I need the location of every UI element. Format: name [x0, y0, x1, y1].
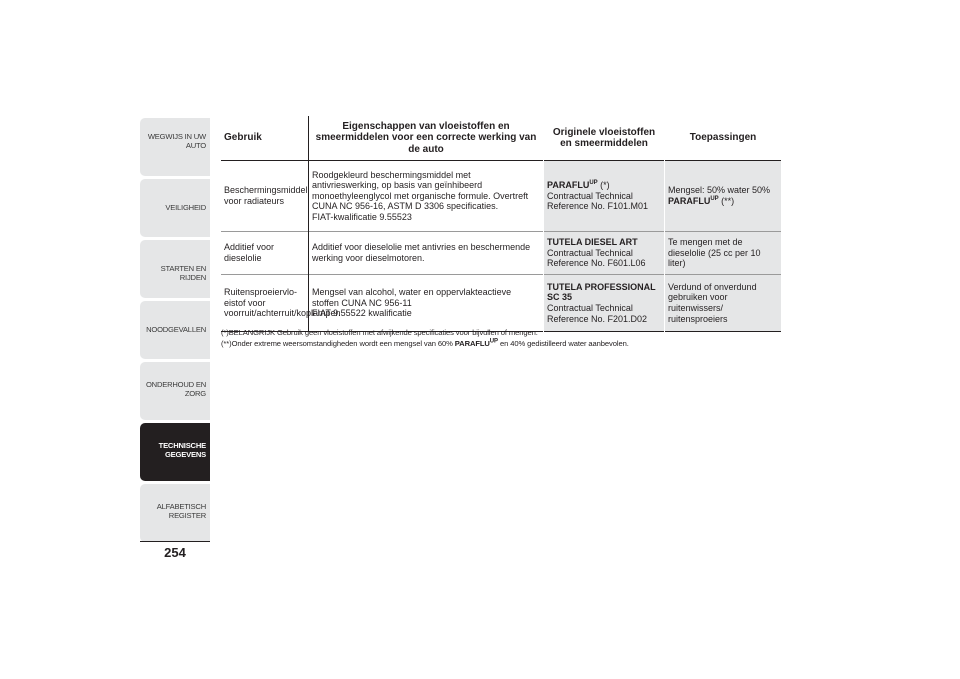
- product-name: PARAFLU: [547, 180, 590, 191]
- tab-label: ZORG: [184, 389, 206, 398]
- toepassing-text: Mengsel: 50% water 50%: [668, 185, 771, 196]
- tab-label: GEGEVENS: [164, 450, 206, 459]
- table-row: [221, 275, 781, 332]
- cell-toepassing: Te mengen met de dieselolie (25 cc per 10 liter): [665, 232, 782, 275]
- product-ref-line2: Reference No. F201.D02: [547, 313, 648, 324]
- toepassing-footnote-mark: (**): [718, 196, 735, 206]
- header-eigenschappen: Eigenschappen van vloeistoffen en smeermiddelen voor een correcte werking van de auto: [309, 116, 544, 161]
- footnotes: [221, 327, 781, 349]
- footnote-2-text-end: en 40% gedistilleerd water aanbevolen.: [497, 339, 629, 348]
- tab-label: NOODGEVALLEN: [146, 325, 206, 334]
- product-name: TUTELA PROFESSIONAL SC 35: [547, 281, 656, 303]
- tab-label: REGISTER: [168, 511, 206, 520]
- tab-label: VEILIGHEID: [165, 203, 206, 212]
- product-superscript: UP: [589, 180, 598, 187]
- cell-gebruik: Ruitensproeiervlo-eistof voor voorruit/achterruit/koplampen: [224, 287, 341, 319]
- footnote-2-superscript: UP: [489, 338, 498, 345]
- tab-label: AUTO: [185, 141, 206, 150]
- toepassing-product: PARAFLU: [668, 196, 711, 206]
- cell-product: [544, 232, 665, 275]
- footnote-2-product: PARAFLU: [454, 339, 490, 348]
- tab-label: STARTEN EN RIJDEN: [160, 264, 206, 282]
- table-header-row: [221, 116, 781, 161]
- tab-veiligheid[interactable]: [140, 179, 210, 237]
- tab-label: WEGWIJS IN UW: [147, 132, 206, 141]
- tab-label: ALFABETISCH: [156, 502, 206, 511]
- page-number: 254: [164, 545, 186, 560]
- product-ref-line2: Reference No. F101.M01: [547, 201, 649, 212]
- footnote-2-text: (**)Onder extreme weersomstandigheden wordt een mengsel van 60%: [221, 339, 455, 348]
- tab-noodgevallen[interactable]: [140, 301, 210, 359]
- cell-toepassing: [665, 161, 782, 232]
- tab-technische-gegevens[interactable]: [140, 423, 210, 481]
- tab-alfabetisch-register[interactable]: [140, 484, 210, 542]
- footnote-2: [221, 338, 781, 349]
- product-ref-line1: Contractual Technical: [547, 247, 633, 258]
- header-originele: Originele vloeistoffen en smeermiddelen: [544, 116, 665, 161]
- tab-label: ONDERHOUD EN: [145, 380, 206, 389]
- tab-label: TECHNISCHE: [158, 441, 206, 450]
- tab-wegwijs[interactable]: [140, 118, 210, 176]
- footnote-1: (*)BELANGRIJK Gebruik geen vloeistoffen met afwijkende specificaties voor bijvullen of mengen.: [221, 328, 538, 337]
- cell-eigenschappen: [309, 161, 544, 232]
- product-name: TUTELA DIESEL ART: [547, 237, 638, 248]
- tab-onderhoud-en-zorg[interactable]: [140, 362, 210, 420]
- cell-product: [544, 161, 665, 232]
- cell-eigenschappen-qualification: FIAT-kwalificatie 9.55523: [312, 211, 412, 222]
- cell-product: [544, 275, 665, 332]
- header-toepassingen: Toepassingen: [665, 116, 782, 161]
- product-footnote-mark: (*): [597, 180, 610, 191]
- page-number-rule: [140, 541, 210, 542]
- table-row: [221, 161, 781, 232]
- cell-gebruik: Additief voor dieselolie: [224, 242, 275, 263]
- cell-eigenschappen-qualification: FIAT 9.55522 kwalificatie: [312, 308, 412, 319]
- tab-starten-en-rijden[interactable]: [140, 240, 210, 298]
- cell-eigenschappen-text: Roodgekleurd beschermingsmiddel met antivrieswerking, op basis van geïnhibeerd monoethyleenglycol met organische formule. Overtreft CUNA NC 956-16, ASTM D 3306 specificaties.: [312, 169, 529, 212]
- header-gebruik: Gebruik: [224, 132, 262, 144]
- cell-eigenschappen-text: Mengsel van alcohol, water en oppervlakteactieve stoffen CUNA NC 956-11: [312, 287, 512, 308]
- cell-toepassing: Verdund of onverdund gebruiken voor ruitenwissers/ ruitensproeiers: [665, 275, 782, 332]
- product-ref-line2: Reference No. F601.L06: [547, 258, 646, 269]
- toepassing-superscript: UP: [710, 196, 719, 202]
- cell-eigenschappen: [309, 275, 544, 332]
- chapter-tabs: [140, 118, 210, 545]
- product-ref-line1: Contractual Technical: [547, 190, 633, 201]
- fluids-table: [221, 116, 781, 332]
- cell-eigenschappen: Additief voor dieselolie met antivries en beschermende werking voor dieselmotoren.: [309, 232, 544, 275]
- product-ref-line1: Contractual Technical: [547, 303, 633, 313]
- cell-gebruik: Beschermingsmiddel voor radiateurs: [224, 185, 308, 206]
- table-row: [221, 232, 781, 275]
